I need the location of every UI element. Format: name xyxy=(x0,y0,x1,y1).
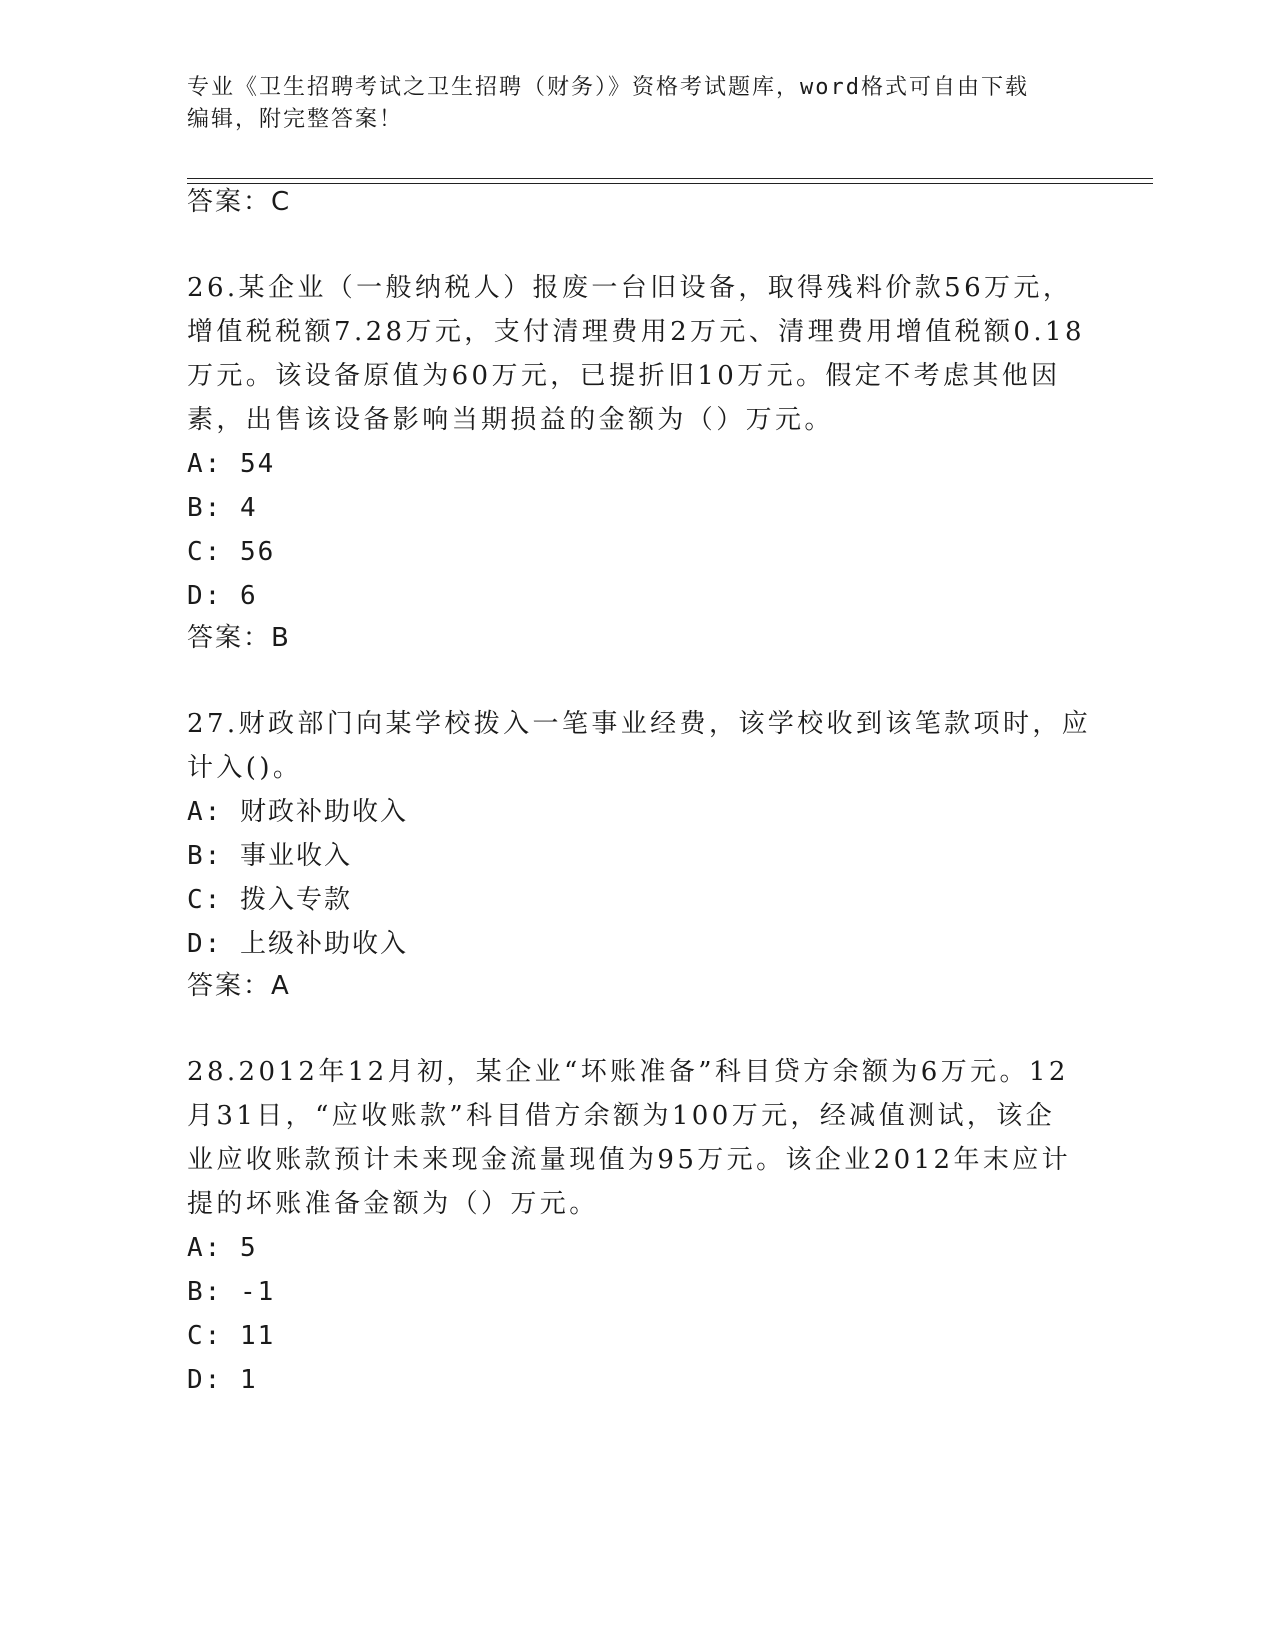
q28-text-line-4: 提的坏账准备金额为（）万元。 xyxy=(187,1189,599,1219)
q28-option-c: C: 11 xyxy=(187,1321,276,1351)
q26-option-b: B: 4 xyxy=(187,493,258,523)
q27-option-a: A: 财政补助收入 xyxy=(187,797,408,827)
header-line-2: 编辑，附完整答案！ xyxy=(187,107,404,132)
q26-text-line-2: 增值税税额7.28万元，支付清理费用2万元、清理费用增值税额0.18 xyxy=(187,317,1085,347)
q27-option-b: B: 事业收入 xyxy=(187,841,352,871)
q28-text-line-1: 28.2012年12月初，某企业“坏账准备”科目贷方余额为6万元。12 xyxy=(187,1057,1069,1087)
q26-answer: 答案：B xyxy=(187,623,291,653)
header-line-1: 专业《卫生招聘考试之卫生招聘（财务）》资格考试题库，word格式可自由下载 xyxy=(187,75,1029,100)
document-header xyxy=(187,72,1067,136)
q27-option-d: D: 上级补助收入 xyxy=(187,929,408,959)
q27-text-line-2: 计入()。 xyxy=(187,753,303,783)
q28-option-d: D: 1 xyxy=(187,1365,258,1395)
q28-text-line-3: 业应收账款预计未来现金流量现值为95万元。该企业2012年末应计 xyxy=(187,1145,1072,1175)
q26-option-a: A: 54 xyxy=(187,449,276,479)
q28-option-a: A: 5 xyxy=(187,1233,258,1263)
q28-option-b: B: -1 xyxy=(187,1277,276,1307)
q26-text-line-3: 万元。该设备原值为60万元，已提折旧10万元。假定不考虑其他因 xyxy=(187,361,1061,391)
q28-text-line-2: 月31日，“应收账款”科目借方余额为100万元，经减值测试，该企 xyxy=(187,1101,1056,1131)
q27-text-line-1: 27.财政部门向某学校拨入一笔事业经费，该学校收到该笔款项时，应 xyxy=(187,709,1092,739)
header-divider-top xyxy=(187,178,1153,179)
q27-answer: 答案：A xyxy=(187,971,291,1001)
q26-option-d: D: 6 xyxy=(187,581,258,611)
q26-option-c: C: 56 xyxy=(187,537,276,567)
q27-option-c: C: 拨入专款 xyxy=(187,885,352,915)
previous-answer: 答案：C xyxy=(187,187,292,217)
q26-text-line-1: 26.某企业（一般纳税人）报废一台旧设备，取得残料价款56万元， xyxy=(187,273,1073,303)
q26-text-line-4: 素，出售该设备影响当期损益的金额为（）万元。 xyxy=(187,405,834,435)
header-divider-bottom xyxy=(187,183,1153,184)
